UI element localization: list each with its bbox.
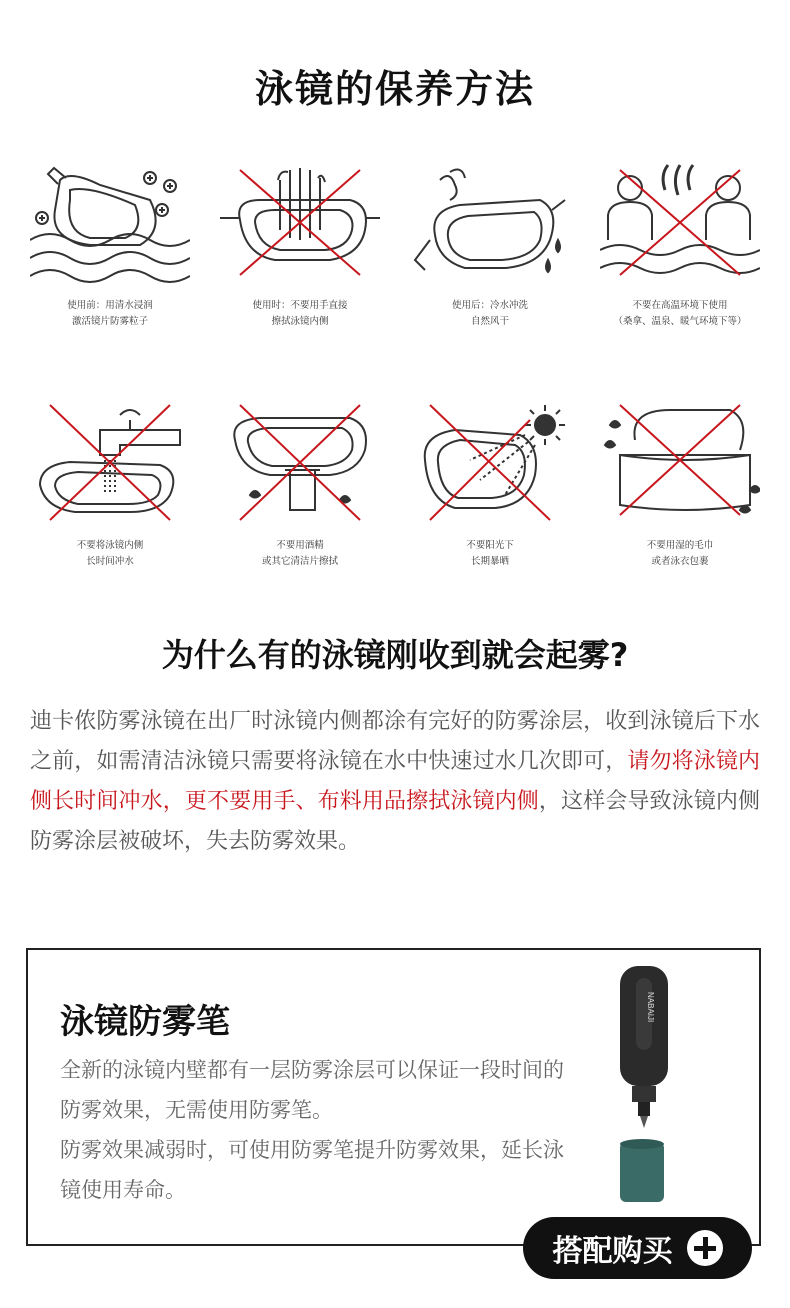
plus-icon bbox=[687, 1230, 723, 1266]
care-step-caption: 不要将泳镜内侧 长时间冲水 bbox=[76, 540, 144, 567]
pen-brand-text: NABAIJI bbox=[646, 992, 655, 1023]
faq-warning-text: 请勿将泳镜内侧长时间冲水，更不要用手、布料用品擦拭泳镜内侧 bbox=[30, 749, 760, 814]
care-step-no-sun bbox=[400, 400, 580, 600]
sauna-prohibited-icon bbox=[600, 160, 760, 290]
care-step-no-wet-towel bbox=[590, 400, 770, 600]
page-title: 泳镜的保养方法 bbox=[254, 67, 535, 111]
care-step-no-long-rinse bbox=[20, 400, 200, 600]
product-description: 全新的泳镜内壁都有一层防雾涂层可以保证一段时间的防雾效果，无需使用防雾笔。 防雾效果减弱时，可使用防雾笔提升防雾效果，延长泳镜使用寿命。 bbox=[60, 1058, 564, 1202]
faq-title: 为什么有的泳镜刚收到就会起雾? bbox=[161, 636, 629, 674]
sunlight-prohibited-icon bbox=[410, 400, 570, 530]
care-step-soak bbox=[20, 160, 200, 360]
goggles-soak-icon bbox=[30, 160, 190, 290]
hand-wipe-prohibited-icon bbox=[220, 160, 380, 290]
care-step-caption: 使用时：不要用手直接 擦拭泳镜内侧 bbox=[252, 300, 348, 327]
care-step-caption: 不要在高温环境下使用 （桑拿、温泉、暖气环境下等） bbox=[613, 300, 747, 327]
care-step-caption: 使用后：冷水冲洗 自然风干 bbox=[451, 300, 528, 327]
product-title: 泳镜防雾笔 bbox=[60, 1002, 230, 1042]
care-step-no-alcohol bbox=[210, 400, 390, 600]
care-step-no-heat bbox=[590, 160, 770, 360]
buy-together-button[interactable]: 搭配购买 bbox=[523, 1217, 752, 1279]
faucet-prohibited-icon bbox=[30, 400, 190, 530]
care-step-rinse-dry bbox=[400, 160, 580, 360]
care-step-caption: 不要用湿的毛巾 或者泳衣包裹 bbox=[646, 540, 714, 567]
towel-wrap-prohibited-icon bbox=[600, 400, 760, 530]
care-step-caption: 不要阳光下 长期暴晒 bbox=[466, 540, 514, 567]
care-step-caption: 不要用酒精 或其它清洁片擦拭 bbox=[261, 540, 338, 567]
care-step-caption: 使用前：用清水浸润 激活镜片防雾粒子 bbox=[67, 300, 153, 327]
care-step-no-hand-wipe bbox=[210, 160, 390, 360]
alcohol-wipe-prohibited-icon bbox=[220, 400, 380, 530]
goggles-air-dry-icon bbox=[410, 160, 570, 290]
product-card bbox=[26, 948, 761, 1246]
faq-paragraph: 迪卡侬防雾泳镜在出厂时泳镜内侧都涂有完好的防雾涂层，收到泳镜后下水之前，如需清洁泳镜只需要将泳镜在水中快速过水几次即可，请勿将泳镜内侧长时间冲水，更不要用手、布料用品擦拭泳镜内侧，这样会导致泳镜内侧防雾涂层被破坏，失去防雾效果。 bbox=[30, 709, 760, 854]
anti-fog-pen-image bbox=[612, 962, 682, 1202]
